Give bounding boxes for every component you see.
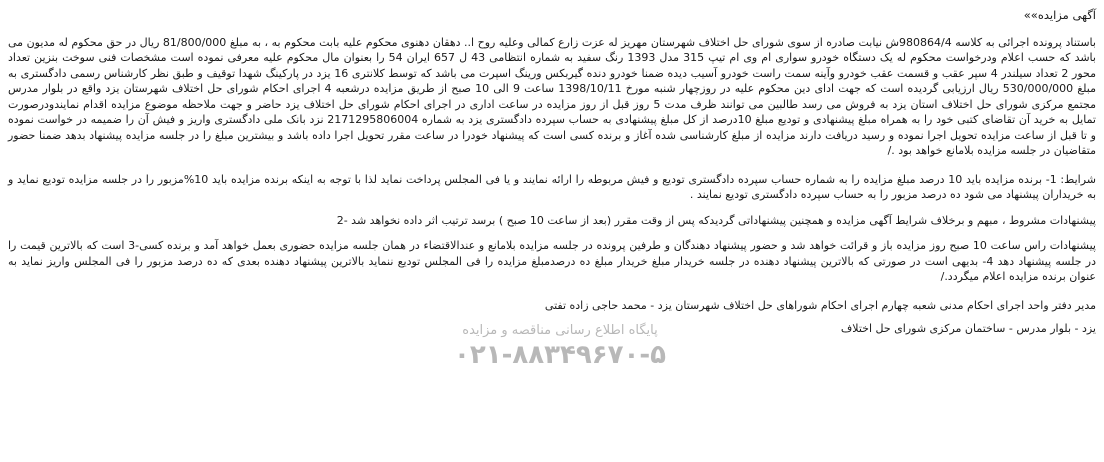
condition-2-paragraph: پیشنهادات مشروط ، مبهم و برخلاف شرایط آگهی مزایده و همچنین پیشنهاداتی گردیدکه پس از وقت مقرر (بعد از ساعت 10 صبح ) برسد ترتیب اثر داده نخواهد شد -2 <box>336 213 1096 227</box>
watermark-phone: ۰۲۱-۸۸۳۴۹۶۷۰-۵ <box>453 340 666 370</box>
notice-main-paragraph: باستناد پرونده اجرائی به کلاسه 980864/4ش نیابت صادره از سوی شورای حل اختلاف شهرستان مهریز له عزت زارع کمالی وعلیه روح ا.. دهقان دهنوی محکوم علیه بابت محکوم به ، به مبلغ 81/800/000 ریال در حق محکوم له مدیون می باشد که حسب اعلام ودرخواست محکوم له یک دستگاه خودرو سواری ام وی ام تیپ 315 مدل 1393 رنگ سفید به شماره انتظامی 43 ل 657 ایران 54 را بعنوان مال محکوم علیه معرفی نموده است مشخصات فنی سوخت بنزین تعداد محور 2 تعداد سیلندر 4 سپر عقب و قسمت عقب خودرو وآینه سمت راست خودرو آسیب دیده ضمنا خودرو دنده گیربکس ورینگ اسپرت می باشد که توسط کلانتری 16 یزد در پارکینگ شهدا توقیف و طبق نظر کارشناس رسمی دادگستری به مبلغ 530/000/000 ریال ارزیابی گردیده است که جهت ادای دین محکوم علیه در روزچهار شنبه مورخ 1398/10/11 ساعت 9 الی 10 صبح از طریق مزایده درشعبه 4 اجرای احکام شورای حل اختلاف شهرستان یزد واقع در بلوار مدرس مجتمع مرکزی شورای حل اختلاف استان یزد به فروش می رسد طالبین می توانند ظرف مدت 5 روز قبل از روز مزایده در ساعت اداری در اجرای احکام شورای حل اختلاف یزد حاضر و جهت ملاحظه موضوع مزایده اقدام نمایندودرصورت تمایل به خرید آن تقاضای کتبی خود را به همراه مبلغ پیشنهادی و تودیع مبلغ 10درصد از کل مبلغ پیشنهادی به حساب سپرده دادگستری یزد به شماره 2171295806004 نزد بانک ملی دادگستری واریز و فیش آن را ضمیمه در خواست نموده و تا قبل از ساعت مزایده تحویل اجرا نموده و رسید دریافت دارند مزایده از مبلغ کارشناسی شده آغاز و برنده کسی است که پیشنهاد خودرا در ساعت مقرر تحویل اجرا داده باشد و بیشترین مبلغ را در جلسه مزایده پیشنهاد بدهد ضمنا حضور متقاضیان در جلسه مزایده بلامانع خواهد بود ./ <box>8 35 1097 157</box>
notice-title: آگهی مزایده»» <box>1023 8 1096 22</box>
address-line: یزد - بلوار مدرس - ساختمان مرکزی شورای حل اختلاف <box>840 322 1096 335</box>
signature-line: مدیر دفتر واحد اجرای احکام مدنی شعبه چهارم اجرای احکام شوراهای حل اختلاف شهرستان یزد - محمد حاجی زاده تفتی <box>544 298 1096 312</box>
auction-notice <box>8 8 1096 337</box>
condition-3-4-paragraph: پیشنهادات راس ساعت 10 صبح روز مزایده باز و قرائت خواهد شد و حضور پیشنهاد دهندگان و طرفین پرونده در جلسه مزایده بلامانع و عندالاقتضاء در همان جلسه مزایده حضوری بعمل خواهد آمد و برنده کسی-3 است که بالاترین قیمت را در جلسه پیشنهاد دهد 4- بدیهی است در صورتی که بالاترین پیشنهاد دهنده در جلسه خریدار مبلغ خریدار مبلغ ده درصدمبلغ مزایده را فی المجلس تودیع ننماید بالاترین پیشنهاد دهنده بعدی که ده درصد مزبور را فی المجلس واریز نماید به عنوان برنده مزایده اعلام میگردد./ <box>8 239 1096 283</box>
conditions-paragraph: شرایط: 1- برنده مزایده باید 10 درصد مبلغ مزایده را به شماره حساب سپرده دادگستری تودیع و فیش مربوطه را ارائه نمایند و یا فی المجلس پرداخت نماید لذا با توجه به اینکه برنده مزایده باید 10%مزبور را در جلسه مزایده تودیع نماید و به خریداران پیشنهاد می شود ده درصد مزبور را به حساب سپرده دادگستری تودیع نمایند . <box>8 172 1096 201</box>
watermark-text: پایگاه اطلاع رسانی مناقصه و مزایده <box>462 323 658 338</box>
